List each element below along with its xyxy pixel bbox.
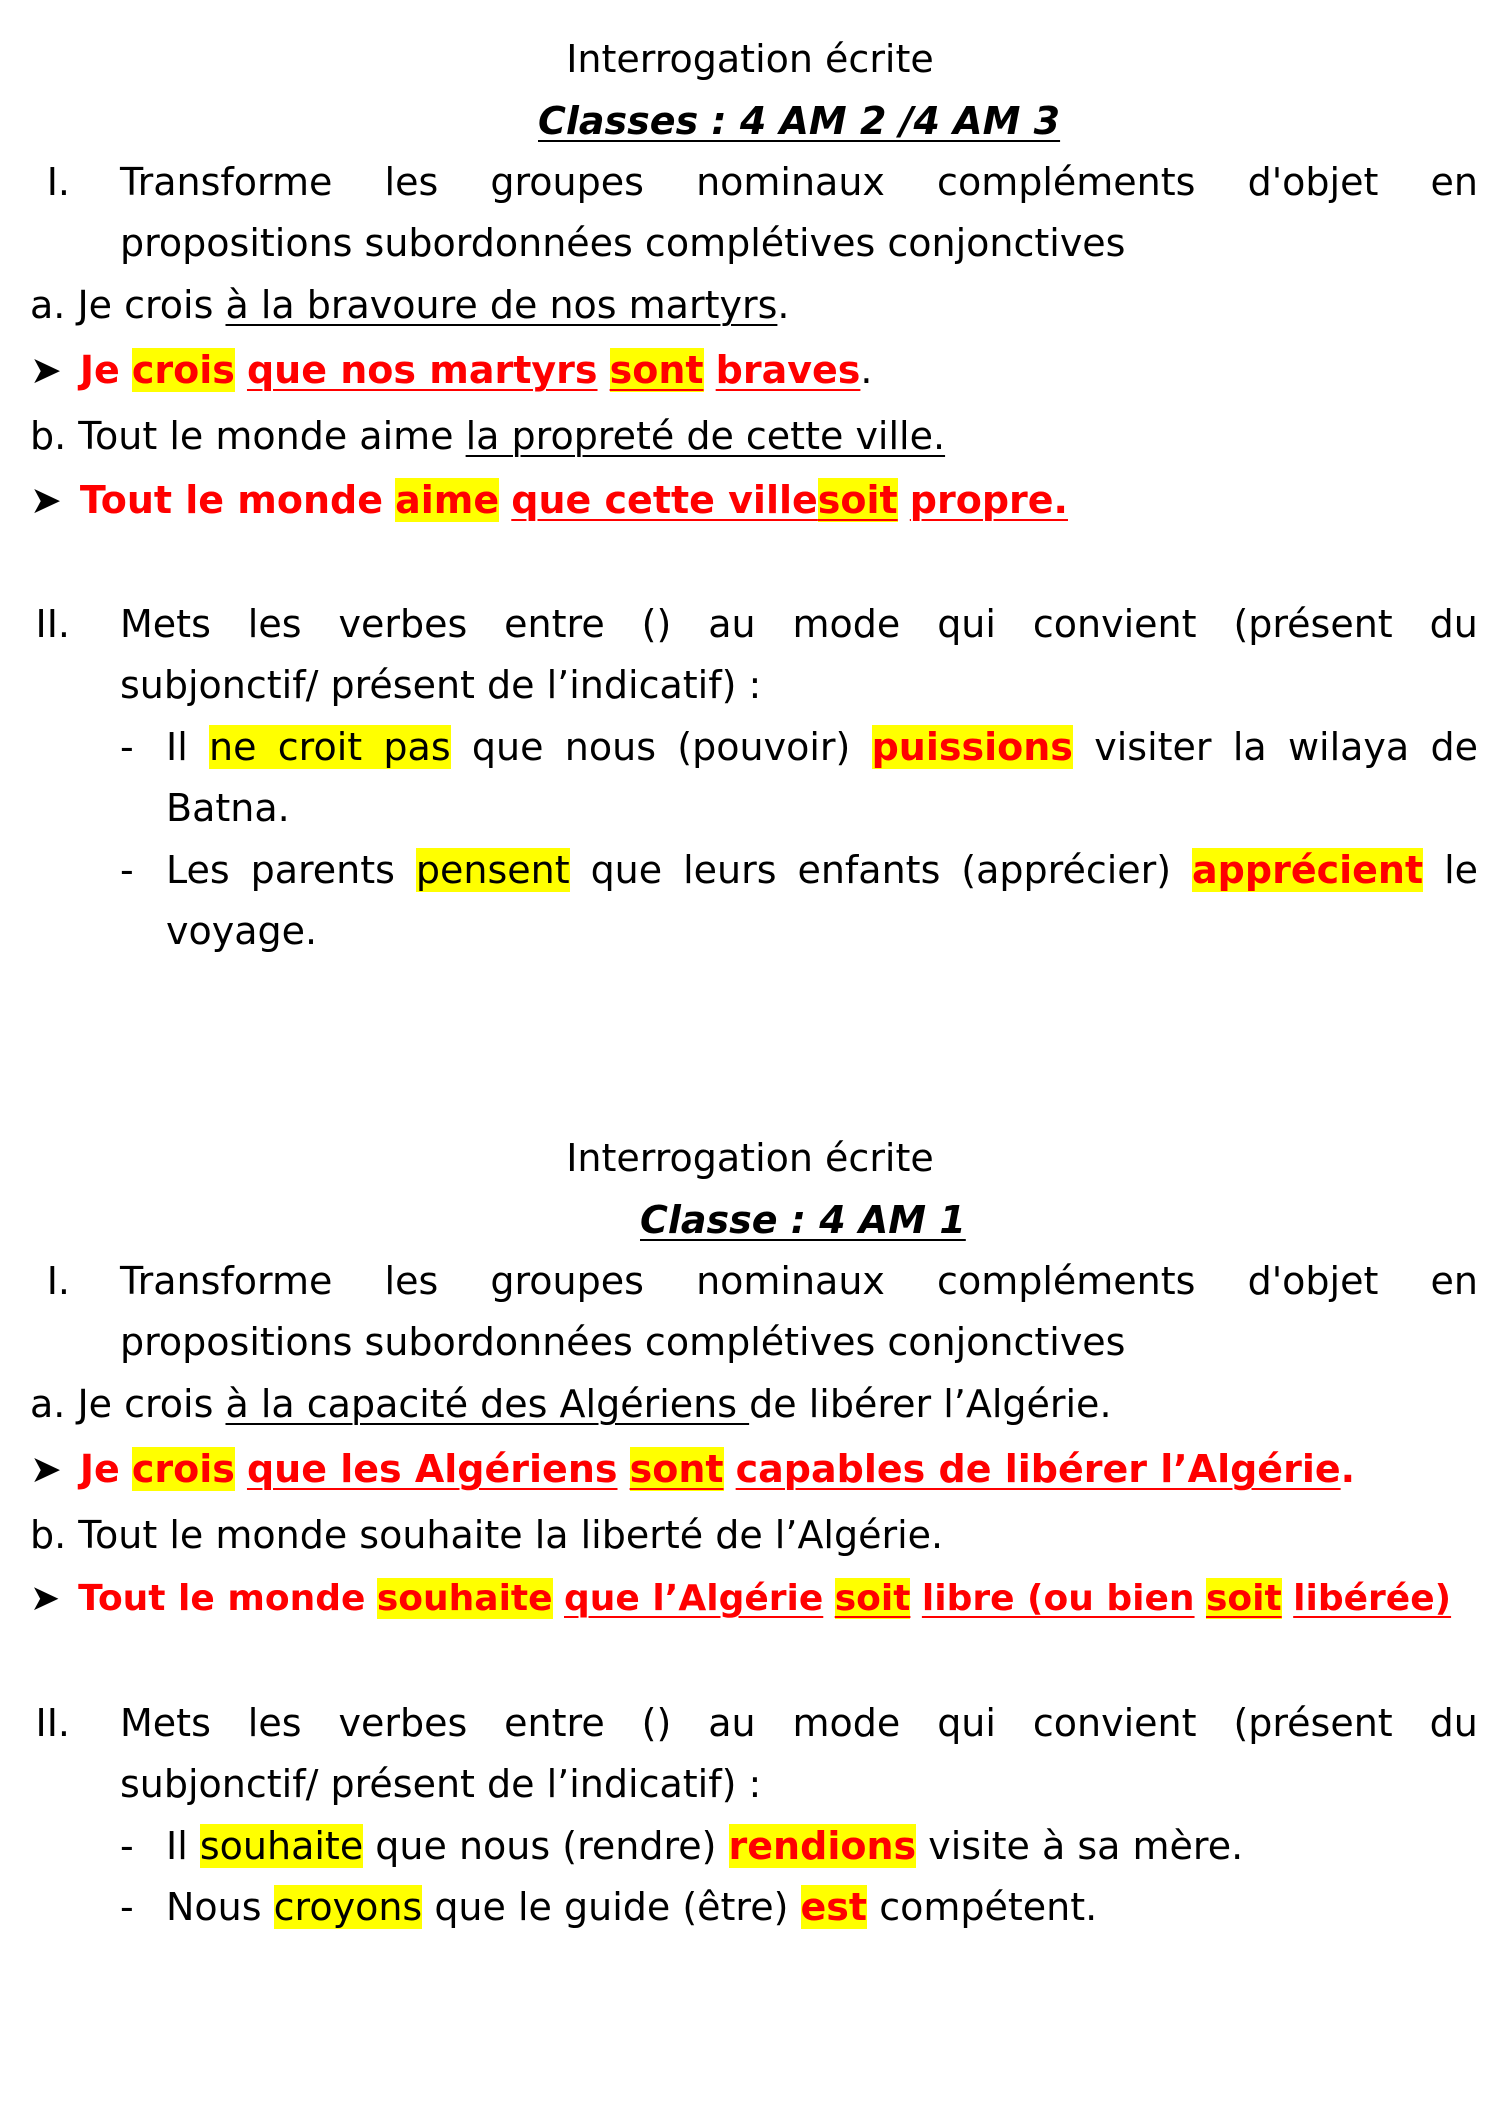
question-numeral: I.: [46, 1259, 70, 1303]
arrow-icon: ➤: [30, 348, 62, 392]
exam-title: Interrogation écrite: [566, 37, 934, 81]
list-item-continuation: voyage.: [166, 909, 318, 953]
list-dash: -: [120, 1885, 134, 1929]
arrow-icon: ➤: [30, 1578, 61, 1619]
list-item: - Il souhaite que nous (rendre) rendions visite à sa mère.: [120, 1819, 1243, 1873]
exam-title: Interrogation écrite: [566, 1136, 934, 1180]
question-instruction-line: propositions subordonnées complétives conjonctives: [120, 221, 1126, 265]
class-label: Classe : 4 AM 1: [640, 1198, 966, 1242]
exercise-sentence-a: a. Je crois à la bravoure de nos martyrs.: [30, 283, 790, 327]
class-label: Classes : 4 AM 2 /4 AM 3: [538, 99, 1061, 143]
list-item-continuation: Batna.: [166, 786, 290, 830]
list-dash: -: [120, 725, 134, 769]
answer-a: ➤ Je crois que les Algériens sont capables de libérer l’Algérie.: [30, 1447, 1356, 1491]
question-numeral: II.: [35, 1701, 70, 1745]
answer-a: ➤ Je crois que nos martyrs sont braves.: [30, 348, 873, 392]
question-instruction-line: subjonctif/ présent de l’indicatif) :: [120, 663, 762, 707]
list-dash: -: [120, 848, 134, 892]
arrow-icon: ➤: [30, 1447, 62, 1491]
question-instruction-line: Transforme les groupes nominaux compléments d'objet en: [120, 1259, 1478, 1303]
question-instruction-line: Mets les verbes entre () au mode qui convient (présent du: [120, 1701, 1478, 1745]
arrow-icon: ➤: [30, 478, 62, 522]
exercise-sentence-b: b. Tout le monde aime la propreté de cette ville.: [30, 414, 946, 458]
exercise-sentence-b: b. Tout le monde souhaite la liberté de l’Algérie.: [30, 1513, 944, 1557]
question-numeral: II.: [35, 602, 70, 646]
exercise-sentence-a: a. Je crois à la capacité des Algériens de libérer l’Algérie.: [30, 1382, 1112, 1426]
list-item: Les parents pensent que leurs enfants (apprécier) apprécient le: [166, 848, 1478, 892]
question-instruction-line: Mets les verbes entre () au mode qui convient (présent du: [120, 602, 1478, 646]
list-dash: -: [120, 1824, 134, 1868]
question-instruction-line: propositions subordonnées complétives conjonctives: [120, 1320, 1126, 1364]
list-item: Il ne croit pas que nous (pouvoir) puissions visiter la wilaya de: [166, 725, 1478, 769]
question-instruction-line: subjonctif/ présent de l’indicatif) :: [120, 1762, 762, 1806]
answer-b: ➤ Tout le monde souhaite que l’Algérie soit libre (ou bien soit libérée): [30, 1578, 1452, 1619]
list-item: - Nous croyons que le guide (être) est compétent.: [120, 1880, 1097, 1934]
answer-b: ➤ Tout le monde aime que cette villesoit propre.: [30, 478, 1068, 522]
question-instruction-line: Transforme les groupes nominaux compléments d'objet en: [120, 160, 1478, 204]
question-numeral: I.: [46, 160, 70, 204]
